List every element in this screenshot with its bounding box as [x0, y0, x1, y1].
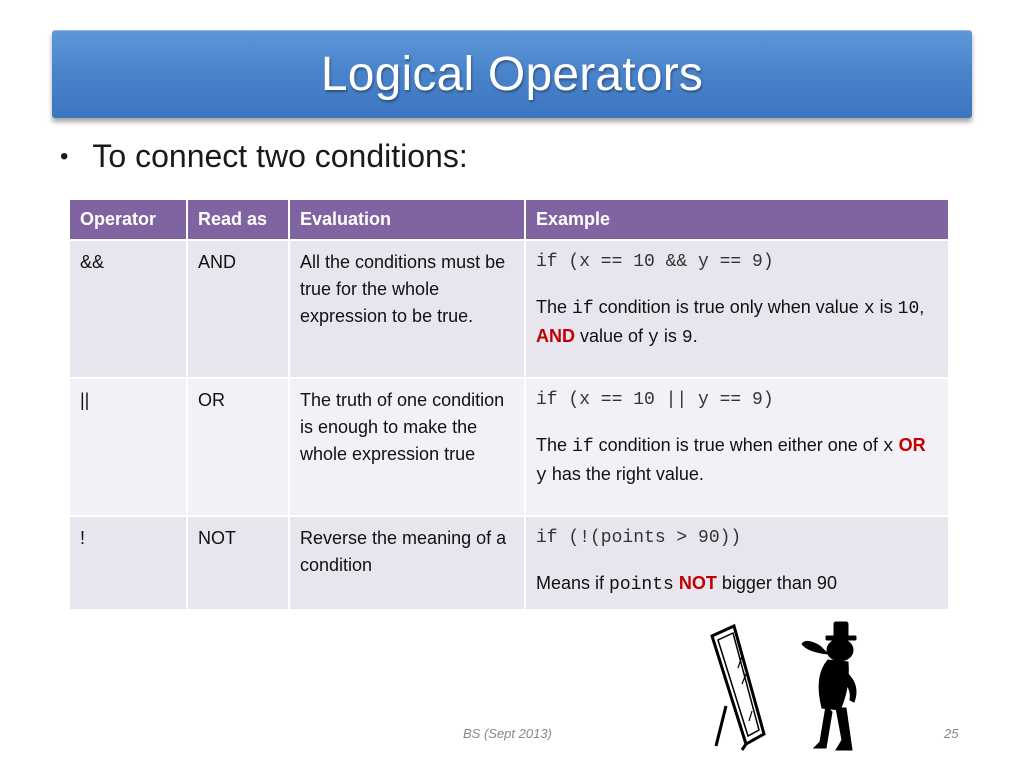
header-read-as: Read as — [187, 199, 289, 240]
cell-read-as: NOT — [187, 516, 289, 610]
footer-text: BS (Sept 2013) — [463, 726, 552, 741]
man-icon — [802, 622, 856, 750]
cell-example — [525, 378, 949, 516]
bullet-text: To connect two conditions: — [92, 138, 468, 174]
example-code: if (!(points > 90)) — [536, 528, 742, 548]
example-description: Means if points NOT bigger than 90 — [536, 573, 837, 595]
table-row — [69, 240, 949, 378]
operators-table — [68, 198, 950, 611]
cell-read-as: OR — [187, 378, 289, 516]
page-number: 25 — [944, 726, 959, 741]
cell-operator: ! — [69, 516, 187, 610]
keyword-and: AND — [536, 326, 575, 346]
cell-operator: || — [69, 378, 187, 516]
keyword-not: NOT — [678, 573, 717, 593]
cell-evaluation: The truth of one condition is enough to make the whole expression true — [289, 378, 525, 516]
cell-read-as: AND — [187, 240, 289, 378]
title-bar — [52, 30, 972, 118]
cell-operator: && — [69, 240, 187, 378]
table-header-row — [69, 199, 949, 240]
cell-example — [525, 516, 949, 610]
example-description: The if condition is true when either one of x OR y has the right value. — [536, 435, 926, 486]
example-code: if (x == 10 || y == 9) — [536, 390, 774, 410]
header-example: Example — [525, 199, 949, 240]
example-description: The if condition is true only when value x is 10, AND value of y is 9. — [536, 297, 925, 348]
bullet-item — [60, 138, 468, 175]
man-with-mirror-clipart — [702, 616, 882, 754]
mirror-icon — [712, 626, 764, 750]
cell-evaluation: All the conditions must be true for the whole expression to be true. — [289, 240, 525, 378]
slide-title: Logical Operators — [320, 47, 704, 101]
table-row — [69, 378, 949, 516]
header-operator: Operator — [69, 199, 187, 240]
header-evaluation: Evaluation — [289, 199, 525, 240]
bullet-icon: • — [60, 142, 69, 170]
keyword-or: OR — [898, 435, 926, 455]
cell-evaluation: Reverse the meaning of a condition — [289, 516, 525, 610]
example-code: if (x == 10 && y == 9) — [536, 252, 774, 272]
cell-example — [525, 240, 949, 378]
table-row — [69, 516, 949, 610]
